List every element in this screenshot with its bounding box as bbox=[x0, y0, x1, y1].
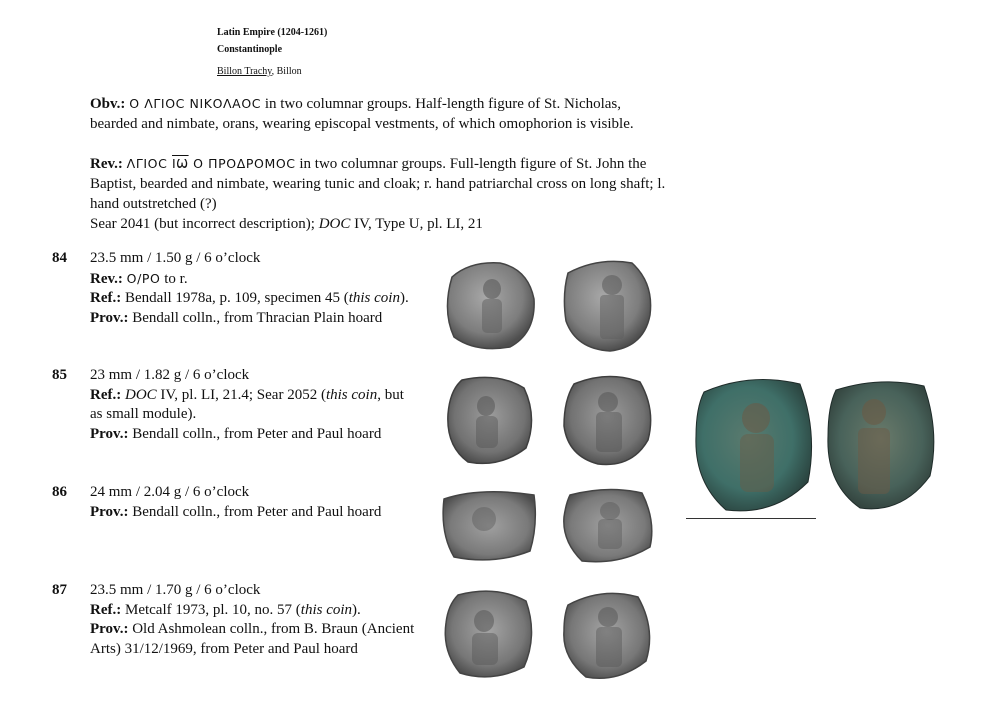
entry-provenance bbox=[90, 309, 420, 329]
reference-label: Ref.: bbox=[90, 601, 122, 618]
color-coin-obverse-photo bbox=[690, 372, 820, 517]
reference-mid: IV, pl. LI, 21.4; Sear 2052 ( bbox=[156, 386, 326, 403]
entry-86 bbox=[90, 483, 420, 522]
entry-metrics: 23.5 mm / 1.70 g / 6 o’clock bbox=[90, 582, 261, 598]
entry-84 bbox=[90, 249, 420, 328]
reverse-label: Rev.: bbox=[90, 270, 123, 287]
coin-86-obverse-image bbox=[440, 485, 540, 565]
provenance-label: Prov.: bbox=[90, 309, 129, 326]
reference-label: Ref.: bbox=[90, 290, 122, 306]
entry-87 bbox=[90, 581, 420, 659]
coin-85-obverse-image bbox=[440, 370, 540, 470]
reference-italic: DOC bbox=[124, 386, 157, 403]
reference-post: , but as small module). bbox=[90, 386, 404, 422]
obverse-legend: Ο ΛΓΙΟC ΝΙΚΟΛΑΟC bbox=[129, 96, 262, 111]
catalog-title: Latin Empire (1204-1261) bbox=[217, 27, 328, 38]
provenance-label: Prov.: bbox=[90, 503, 129, 520]
reference-post: ). bbox=[352, 601, 361, 618]
reference-line bbox=[90, 214, 670, 234]
provenance-text: Old Ashmolean colln., from B. Braun (Ancient Arts) 31/12/1969, from Peter and Paul hoard bbox=[90, 621, 415, 657]
reverse-legend-a: ΛΓΙΟC bbox=[126, 156, 173, 171]
obverse-label: Obv.: bbox=[90, 96, 126, 112]
provenance-text: Bendall colln., from Thracian Plain hoard bbox=[128, 309, 383, 326]
entry-number: 85 bbox=[52, 367, 67, 383]
coin-87-obverse-image bbox=[440, 585, 540, 685]
denomination-link[interactable]: Billon Trachy bbox=[217, 66, 272, 77]
photo-underline bbox=[686, 518, 816, 519]
reference-italic: this coin bbox=[348, 290, 400, 306]
provenance-label: Prov.: bbox=[90, 425, 129, 442]
reverse-text: to r. bbox=[160, 270, 188, 287]
entry-reference bbox=[90, 601, 420, 621]
entry-reverse bbox=[90, 269, 420, 290]
entry-85 bbox=[90, 366, 420, 444]
obverse-description bbox=[90, 94, 670, 134]
coin-87-reverse-image bbox=[558, 585, 658, 685]
reference-pre: Bendall 1978a, p. 109, specimen 45 ( bbox=[121, 290, 349, 306]
color-coin-reverse-photo bbox=[820, 376, 940, 516]
denomination-rest: , Billon bbox=[271, 66, 302, 77]
entry-number: 84 bbox=[52, 250, 67, 266]
reverse-legend: O/PO bbox=[126, 270, 161, 286]
provenance-label: Prov.: bbox=[90, 621, 129, 637]
reverse-legend-c: Ο ΠΡΟΔΡΟΜΟC bbox=[188, 156, 296, 171]
reverse-description bbox=[90, 154, 670, 214]
entry-provenance bbox=[90, 620, 420, 659]
reference-pre: Metcalf 1973, pl. 10, no. 57 ( bbox=[121, 601, 301, 618]
coin-86-reverse-image bbox=[558, 485, 658, 565]
entry-reference bbox=[90, 386, 420, 425]
coin-85-reverse-image bbox=[558, 370, 658, 470]
entry-number: 87 bbox=[52, 582, 67, 598]
reverse-text: in two columnar groups. Full-length figure of St. John the Baptist, bearded and nimbate, wearing tunic and cloak; r. hand patriarchal cross on long shaft; l. hand outstretched (?) bbox=[90, 156, 666, 212]
coin-84-reverse-image bbox=[558, 255, 658, 355]
reference-label: Ref.: bbox=[90, 386, 122, 403]
entry-provenance bbox=[90, 503, 420, 523]
reverse-label: Rev.: bbox=[90, 156, 123, 172]
reference-italic: this coin bbox=[325, 386, 378, 403]
reference-post: IV, Type U, pl. LI, 21 bbox=[350, 216, 483, 232]
entry-number: 86 bbox=[52, 484, 67, 500]
provenance-text: Bendall colln., from Peter and Paul hoard bbox=[128, 503, 382, 520]
reference-italic: DOC bbox=[318, 216, 351, 232]
coin-84-obverse-image bbox=[440, 255, 540, 355]
mint-name: Constantinople bbox=[217, 44, 283, 55]
entry-provenance bbox=[90, 425, 420, 445]
denomination bbox=[217, 66, 302, 77]
entry-metrics: 23.5 mm / 1.50 g / 6 o’clock bbox=[90, 250, 261, 266]
reference-post: ). bbox=[399, 290, 409, 306]
reference-italic: this coin bbox=[300, 601, 353, 618]
reverse-legend-b: IѠ bbox=[172, 156, 189, 171]
reference-pre: Sear 2041 (but incorrect description); bbox=[90, 216, 319, 232]
obverse-text: in two columnar groups. Half-length figure of St. Nicholas, bearded and nimbate, orans, wearing episcopal vestments, of which omophorion is visible. bbox=[90, 96, 634, 132]
entry-reference bbox=[90, 289, 420, 309]
provenance-text: Bendall colln., from Peter and Paul hoard bbox=[128, 425, 382, 442]
entry-metrics: 24 mm / 2.04 g / 6 o’clock bbox=[90, 484, 250, 500]
entry-metrics: 23 mm / 1.82 g / 6 o’clock bbox=[90, 367, 250, 383]
